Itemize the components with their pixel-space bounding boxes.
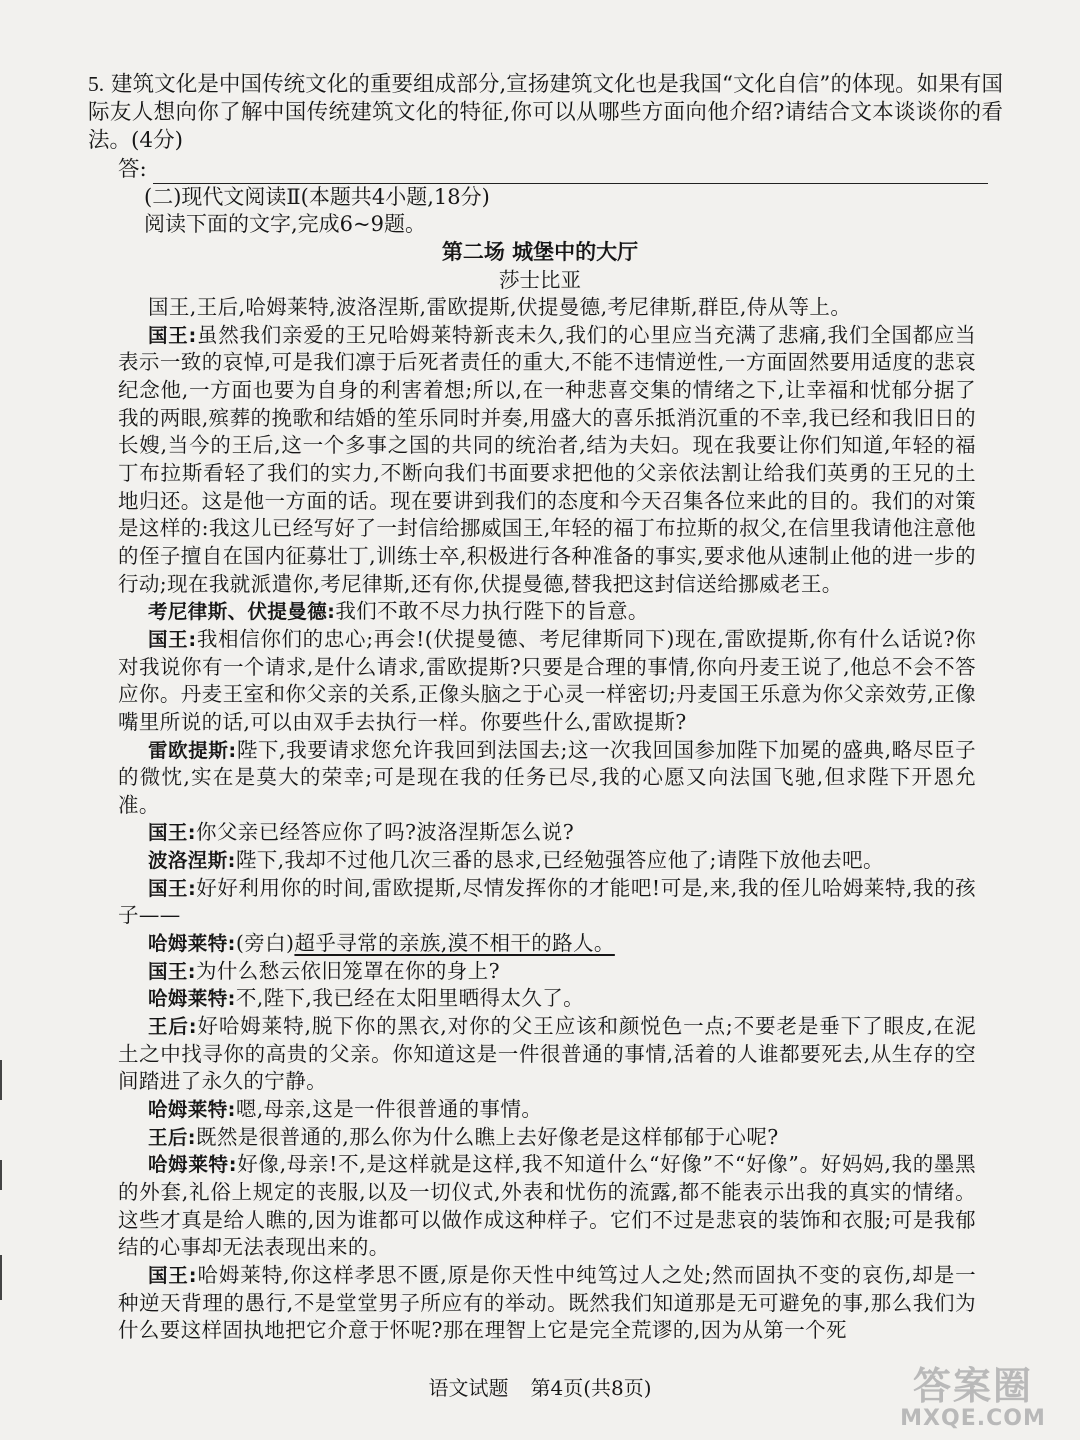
stage-direction: 国王,王后,哈姆莱特,波洛涅斯,雷欧提斯,伏提曼德,考尼律斯,群臣,侍从等上。 [148, 295, 852, 319]
speaker: 哈姆莱特: [148, 932, 236, 956]
passage-body [118, 294, 976, 1345]
dialogue-text: 哈姆莱特,你这样孝思不匮,原是你天性中纯笃过人之处;然而固执不变的哀伤,却是一种逆天背理的愚行,不是堂堂男子所应有的举动。既然我们知道那是无可避免的事,那么我们为什么要这样固执地把它介意于怀呢?那在理智上它是完全荒谬的,因为从第一个死 [118, 1262, 976, 1343]
dialogue-line [118, 598, 976, 626]
dialogue-line [118, 737, 976, 820]
speaker: 国王: [148, 323, 197, 347]
binding-edge-mark [0, 1160, 16, 1190]
speaker: 国王: [148, 1263, 197, 1287]
dialogue-text: 嗯,母亲,这是一件很普通的事情。 [235, 1097, 543, 1122]
dialogue-text: 陛下,我要请求您允许我回到法国去;这一次我回国参加陛下加冕的盛典,略尽臣子的微忱,实在是莫大的荣幸;可是现在我的任务已尽,我的心愿又向法国飞驰,但求陛下开恩允准。 [118, 737, 976, 817]
section-instruction: 阅读下面的文字,完成6~9题。 [144, 212, 426, 236]
dialogue-text: 我相信你们的忠心;再会!(伏提曼德、考尼律斯同下)现在,雷欧提斯,你有什么话说?你对我说你有一个请求,是什么请求,雷欧提斯?只要是合理的事情,你向丹麦王说了,他总不会不答应你。丹麦王室和你父亲的关系,正像头脑之于心灵一样密切;丹麦国王乐意为你父亲效劳,正像嘴里所说的话,可以由双手去执行一样。你要些什么,雷欧提斯? [118, 626, 977, 734]
dialogue-line [118, 930, 976, 958]
watermark-logo-text: 答案圈 [912, 1364, 1033, 1408]
dialogue-text: 既然是很普通的,那么你为什么瞧上去好像老是这样郁郁于心呢? [196, 1124, 779, 1149]
speaker: 王后: [148, 1125, 196, 1149]
site-watermark [878, 1366, 1068, 1436]
dialogue-text: 陛下,我却不过他几次三番的恳求,已经勉强答应他了;请陛下放他去吧。 [235, 848, 884, 873]
dialogue-line [118, 626, 976, 737]
speaker: 哈姆莱特: [148, 1153, 237, 1177]
dialogue-text: 为什么愁云依旧笼罩在你的身上? [196, 958, 500, 983]
question-5 [88, 70, 1003, 155]
section-heading: (二)现代文阅读Ⅱ(本题共4小题,18分) [144, 185, 490, 209]
footer-page-number: 第4页(共8页) [530, 1376, 652, 1400]
dialogue-line [118, 322, 976, 599]
dialogue-line [118, 1096, 976, 1124]
speaker: 波洛涅斯: [148, 849, 236, 873]
dialogue-line [118, 1151, 976, 1262]
dialogue-line [118, 985, 976, 1013]
dialogue-text: 虽然我们亲爱的王兄哈姆莱特新丧未久,我们的心里应当充满了悲痛,我们全国都应当表示一致的哀悼,可是我们凛于后死者责任的重大,不能不违情逆性,一方面固然要用适度的悲哀纪念他,一方面也要为自身的利害着想;所以,在一种悲喜交集的情绪之下,让幸福和忧郁分据了我的两眼,殡葬的挽歌和结婚的笙乐同时并奏,用盛大的喜乐抵消沉重的不幸,我已经和我旧日的长嫂,当今的王后,这一个多事之国的共同的统治者,结为夫妇。现在我要让你们知道,年轻的福丁布拉斯看轻了我们的实力,不断向我们书面要求把他的父亲依法割让给我们英勇的王兄的土地归还。这是他一方面的话。现在要讲到我们的态度和今天召集各位来此的目的。我们的对策是这样的:我这儿已经写好了一封信给挪威国王,年轻的福丁布拉斯的叔父,在信里我请他注意他的侄子擅自在国内征募壮丁,训练士卒,积极进行各种准备的事实,要求他从速制止他的进一步的行动;现在我就派遣你,考尼律斯,还有你,伏提曼德,替我把这封信送给挪威老王。 [118, 322, 976, 596]
speaker: 考尼律斯、伏提曼德: [148, 600, 336, 624]
dialogue-line [118, 1124, 976, 1152]
dialogue-text: 好哈姆莱特,脱下你的黑衣,对你的父王应该和颜悦色一点;不要老是垂下了眼皮,在泥土之中找寻你的高贵的父亲。你知道这是一件很普通的事情,活着的人谁都要死去,从生存的空间踏进了永久的宁静。 [118, 1014, 976, 1094]
passage-author: 莎士比亚 [499, 268, 581, 292]
dialogue-line [118, 1013, 976, 1096]
question-text: 建筑文化是中国传统文化的重要组成部分,宣扬建筑文化也是我国“文化自信”的体现。如果有国际友人想向你了解中国传统建筑文化的特征,你可以从哪些方面向他介绍?请结合文本谈谈你的看法。(4分) [88, 72, 1003, 153]
dialogue-text: 你父亲已经答应你了吗?波洛涅斯怎么说? [196, 820, 575, 845]
dialogue-line [118, 847, 976, 875]
answer-row [118, 156, 988, 184]
answer-line[interactable] [153, 161, 988, 184]
dialogue-text: 好好利用你的时间,雷欧提斯,尽情发挥你的才能吧!可是,来,我的侄儿哈姆莱特,我的孩子—— [118, 875, 977, 928]
dialogue-line [118, 875, 976, 930]
footer-subject: 语文试题 [428, 1376, 509, 1400]
speaker: 国王: [148, 821, 196, 845]
watermark-url: MXQE.COM [900, 1406, 1046, 1431]
aside-marker: (旁白) [235, 931, 295, 956]
dialogue-line [118, 958, 976, 986]
speaker: 国王: [148, 959, 196, 983]
binding-edge-mark [0, 1255, 16, 1300]
speaker: 国王: [148, 627, 197, 651]
binding-edge-mark [0, 1060, 16, 1100]
passage-title: 第二场 城堡中的大厅 [441, 240, 639, 264]
dialogue-text: 我们不敢不尽力执行陛下的旨意。 [335, 599, 649, 624]
underlined-text: 超乎寻常的亲族,漠不相干的路人。 [294, 931, 615, 956]
speaker: 雷欧提斯: [148, 738, 237, 762]
dialogue-line [118, 819, 976, 847]
answer-label: 答: [118, 157, 147, 182]
dialogue-text: 好像,母亲!不,是这样就是这样,我不知道什么“好像”不“好像”。好妈妈,我的墨黑的外套,礼俗上规定的丧服,以及一切仪式,外表和忧伤的流露,都不能表示出我的真实的情绪。这些才真是给人瞧的,因为谁都可以做作成这种样子。它们不过是悲哀的装饰和衣服;可是我郁结的心事却无法表现出来的。 [118, 1152, 976, 1260]
speaker: 哈姆莱特: [148, 987, 236, 1011]
question-number: 5. [88, 72, 105, 96]
dialogue-text: 不,陛下,我已经在太阳里晒得太久了。 [235, 986, 585, 1011]
dialogue-line [118, 1262, 976, 1345]
speaker: 王后: [148, 1015, 197, 1039]
speaker: 哈姆莱特: [148, 1098, 236, 1122]
speaker: 国王: [148, 876, 197, 900]
